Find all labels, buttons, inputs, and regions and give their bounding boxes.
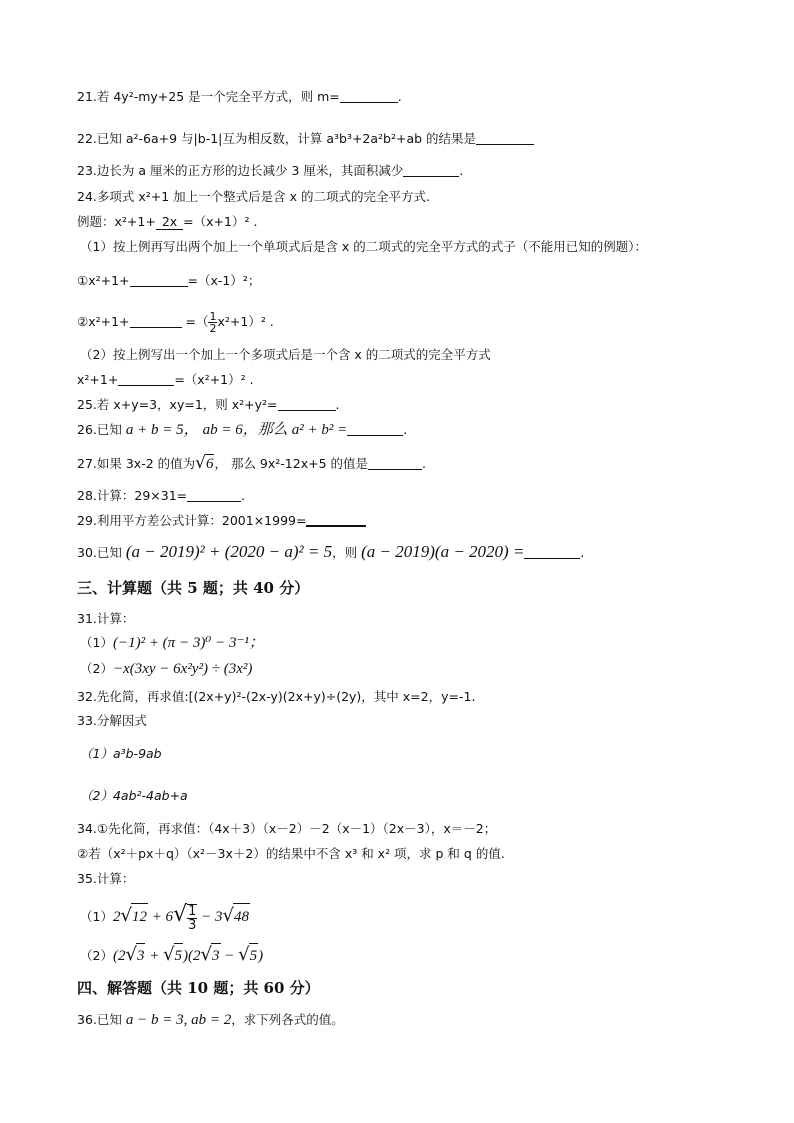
answer-blank [278, 398, 336, 411]
q24-part1: （1）按上例再写出两个加上一个单项式后是含 x 的二项式的完全平方式的式子（不能用已知的例题）： [80, 239, 648, 254]
q24-example: 例题：x²+1+ 2x =（x+1）² . [77, 214, 258, 229]
answer-blank [347, 423, 403, 436]
q22-text: 22.已知 a²-6a+9 与|b-1|互为相反数，计算 a³b³+2a²b²+ab 的结果是 [77, 131, 477, 146]
q33-part2: （2）4ab²-4ab+a [80, 788, 188, 803]
q23-text: 23.边长为 a 厘米的正方形的边长减少 3 厘米，其面积减少 [77, 163, 404, 178]
question-34: 34.①先化简，再求值：（4x＋3）（x－2）－2（x－1）（2x－3），x＝－2； [77, 821, 497, 836]
answer-blank [368, 457, 422, 470]
question-28: 28.计算：29×31= . [77, 488, 246, 503]
answer-blank [130, 274, 188, 287]
sqrt-icon: √ [195, 453, 206, 473]
sqrt-icon: √ [222, 905, 234, 926]
sqrt-icon: √ [173, 902, 188, 927]
fraction: $\frac{1}{3}$ [188, 903, 197, 933]
question-21: 21.若 4y²-my+25 是一个完全平方式，则 m= . [77, 89, 402, 104]
answer-blank [476, 132, 534, 145]
q24-part2: （2）按上例写出一个加上一个多项式后是一个含 x 的二项式的完全平方式 [80, 347, 491, 362]
q24-case1: ①x²+1+ =（x-1）²； [77, 273, 261, 288]
fraction: $\frac{1}{2}$ [209, 310, 217, 335]
q31-part2: （2）−x(3xy − 6x²y²) ÷ (3x²) [80, 661, 253, 677]
question-35: 35.计算： [77, 871, 135, 886]
sqrt-icon: √ [200, 944, 213, 965]
answer-blank [187, 489, 241, 502]
q35-part1: （1）2√12 + 6√ $\frac{1}{3}$ − 3√48 [80, 902, 249, 933]
question-23: 23.边长为 a 厘米的正方形的边长减少 3 厘米，其面积减少 . [77, 163, 464, 178]
sqrt-icon: √ [125, 944, 137, 965]
question-22 [77, 130, 534, 148]
q34-part2: ②若（x²＋px＋q）（x²－3x＋2）的结果中不含 x³ 和 x² 项，求 p 和 q 的值. [77, 846, 505, 861]
sqrt-icon: √ [238, 944, 250, 965]
question-26: 26.已知 a + b = 5， ab = 6，那么 a² + b² = . [77, 422, 408, 438]
q21-text: 21.若 4y²-my+25 是一个完全平方式，则 m= [77, 89, 340, 104]
sqrt-icon: √ [120, 905, 132, 926]
question-29: 29.利用平方差公式计算：2001×1999= [77, 512, 366, 530]
example-fill: 2x [156, 214, 183, 230]
question-31: 31.计算： [77, 611, 135, 626]
q24-text: 24.多项式 x²+1 加上一个整式后是含 x 的二项式的完全平方式. [77, 189, 430, 204]
q24-part2-line: x²+1+ =（x²+1）² . [77, 372, 254, 387]
q31-part1: （1）(−1)² + (π − 3)⁰ − 3⁻¹； [80, 635, 264, 651]
answer-blank [130, 315, 182, 328]
question-30: 30.已知 (a − 2019)² + (2020 − a)² = 5，则 (a − 2019)(a − 2020) = . [77, 542, 585, 561]
question-32: 32.先化简，再求值:[(2x+y)²-(2x-y)(2x+y)÷(2y)，其中 x=2，y=-1. [77, 689, 476, 704]
answer-blank [118, 373, 174, 386]
section-three-title: 三、计算题（共 5 题；共 40 分） [77, 579, 310, 597]
q33-part1: （1）a³b-9ab [80, 746, 162, 761]
q24-case2: ②x²+1+ =（ $\frac{1}{2}$ x²+1）² . [77, 310, 274, 335]
question-25: 25.若 x+y=3，xy=1，则 x²+y²= . [77, 397, 340, 412]
q35-part2: （2）(2√3 + √5)(2√3 − √5) [80, 943, 263, 968]
question-36: 36.已知 a − b = 3, ab = 2，求下列各式的值。 [77, 1012, 344, 1028]
section-four-title: 四、解答题（共 10 题；共 60 分） [77, 979, 320, 997]
answer-blank [403, 164, 459, 177]
answer-blank [524, 546, 580, 559]
question-27: 27.如果 3x-2 的值为√6， 那么 9x²-12x+5 的值是 . [77, 453, 426, 473]
question-24 [77, 188, 430, 206]
answer-blank [340, 90, 398, 103]
question-33: 33.分解因式 [77, 713, 147, 728]
answer-blank [306, 513, 366, 527]
sqrt-icon: √ [163, 944, 175, 965]
